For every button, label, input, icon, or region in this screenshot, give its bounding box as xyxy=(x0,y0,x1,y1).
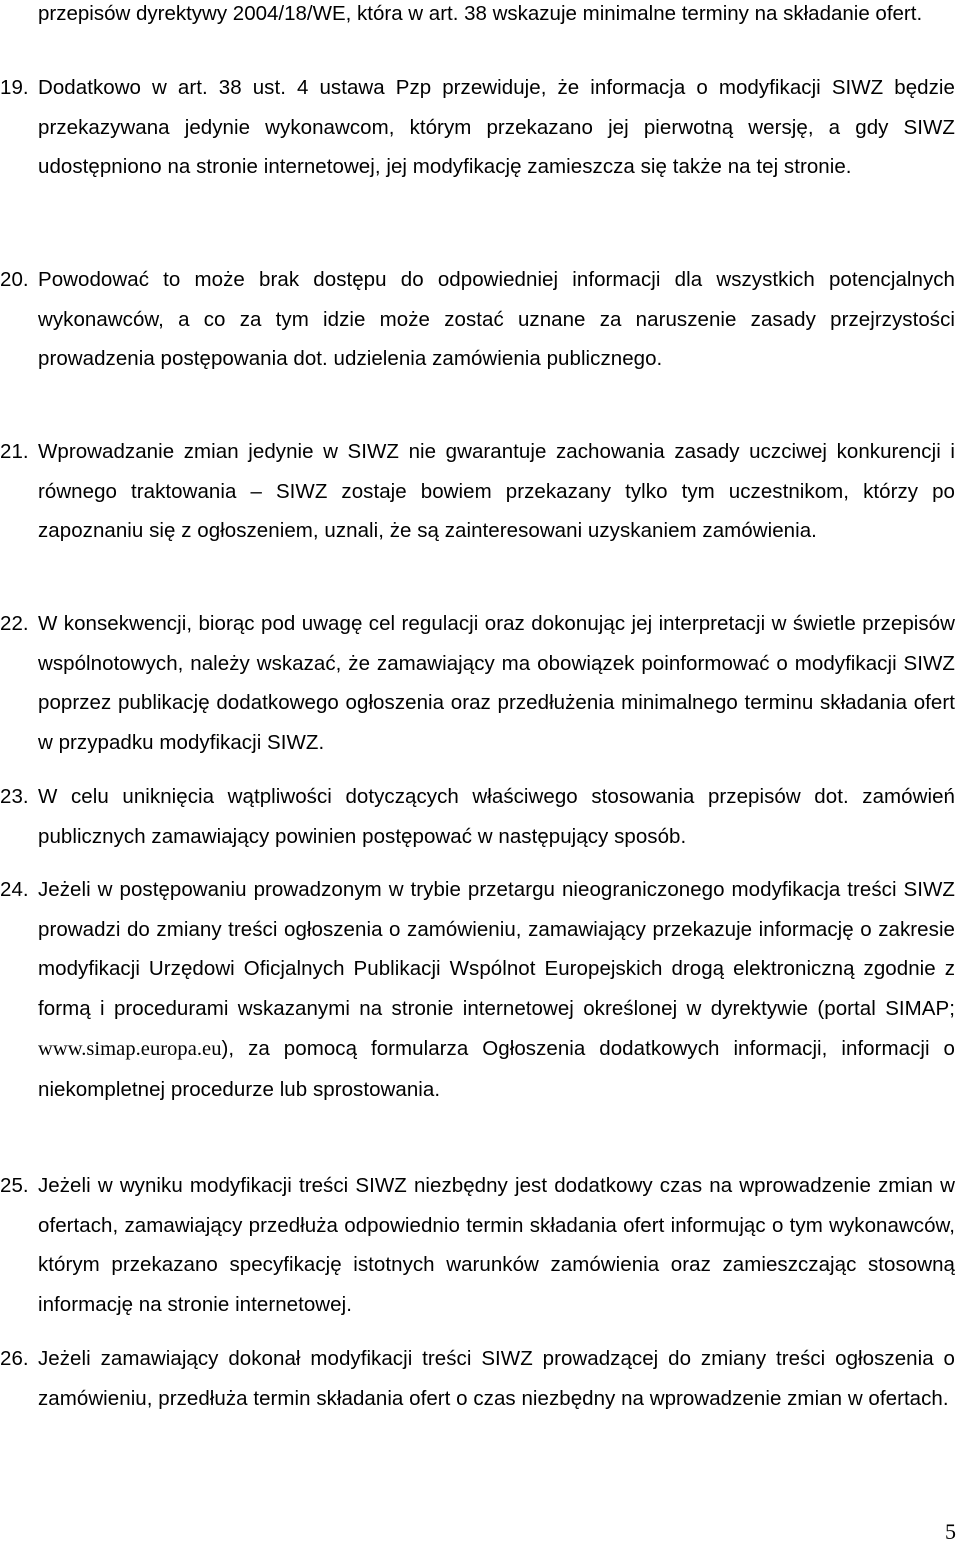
item-number: 23. xyxy=(0,785,29,808)
list-item-26 xyxy=(0,1339,955,1418)
item-text: Jeżeli zamawiający dokonał modyfikacji treści SIWZ prowadzącej do zmiany treści ogłoszenia o zamówieniu, przedłuża termin składania ofert o czas niezbędny na wprowadzenie zmian w ofertach. xyxy=(38,1347,955,1410)
simap-url: www.simap.europa.eu xyxy=(38,1037,222,1060)
list-item-24 xyxy=(0,870,955,1109)
item-number: 22. xyxy=(0,612,29,635)
item-text: Dodatkowo w art. 38 ust. 4 ustawa Pzp przewiduje, że informacja o modyfikacji SIWZ będzie przekazywana jedynie wykonawcom, którym przekazano jej pierwotną wersję, a gdy SIWZ udostępniono na stronie internetowej, jej modyfikację zamieszcza się także na tej stronie. xyxy=(38,76,955,179)
list-item-20 xyxy=(0,260,955,379)
item-number: 25. xyxy=(0,1174,29,1197)
list-item-19 xyxy=(0,68,955,187)
item-number: 21. xyxy=(0,440,29,463)
item-number: 24. xyxy=(0,878,29,901)
list-item-25 xyxy=(0,1166,955,1325)
item-text: Wprowadzanie zmian jedynie w SIWZ nie gwarantuje zachowania zasady uczciwej konkurencji i równego traktowania – SIWZ zostaje bowiem przekazany tylko tym uczestnikom, którzy po zapoznaniu się z ogłoszeniem, uznali, że są zainteresowani uzyskaniem zamówienia. xyxy=(38,440,955,543)
list-item-23 xyxy=(0,777,955,856)
item-text xyxy=(38,870,955,1109)
item-text: Powodować to może brak dostępu do odpowiedniej informacji dla wszystkich potencjalnych wykonawców, a co za tym idzie może zostać uznane za naruszenie zasady przejrzystości prowadzenia postępowania dot. udzielenia zamówienia publicznego. xyxy=(38,268,955,371)
item-text: W celu uniknięcia wątpliwości dotyczących właściwego stosowania przepisów dot. zamówień publicznych zamawiający powinien postępować w następujący sposób. xyxy=(38,785,955,848)
list-item-22 xyxy=(0,604,955,763)
page-number: 5 xyxy=(945,1519,956,1544)
list-item-21 xyxy=(0,432,955,551)
item-text-before: Jeżeli w postępowaniu prowadzonym w trybie przetargu nieograniczonego modyfikacja treści SIWZ prowadzi do zmiany treści ogłoszenia o zamówieniu, zamawiający przekazuje informację o zakresie modyfikacji Urzędowi Oficjalnych Publikacji Wspólnot Europejskich drogą elektroniczną zgodnie z formą i procedurami wskazanymi na stronie internetowej określonej w dyrektywie (portal SIMAP; xyxy=(38,878,955,1021)
item-number: 19. xyxy=(0,76,29,99)
item-number: 20. xyxy=(0,268,29,291)
item-text-after: ), za pomocą formularza Ogłoszenia dodatkowych informacji, informacji o niekompletnej procedurze lub sprostowania. xyxy=(38,1036,955,1101)
item-text: Jeżeli w wyniku modyfikacji treści SIWZ niezbędny jest dodatkowy czas na wprowadzenie zmian w ofertach, zamawiający przedłuża odpowiednio termin składania ofert informując o tym wykonawców, którym przekazano specyfikację istotnych warunków zamówienia oraz zamieszczając stosowną informację na stronie internetowej. xyxy=(38,1174,955,1317)
item-number: 26. xyxy=(0,1347,29,1370)
intro-paragraph: przepisów dyrektywy 2004/18/WE, która w art. 38 wskazuje minimalne terminy na składanie ofert. xyxy=(38,2,923,25)
item-text: W konsekwencji, biorąc pod uwagę cel regulacji oraz dokonując jej interpretacji w świetle przepisów wspólnotowych, należy wskazać, że zamawiający ma obowiązek poinformować o modyfikacji SIWZ poprzez publikację dodatkowego ogłoszenia oraz przedłużenia minimalnego terminu składania ofert w przypadku modyfikacji SIWZ. xyxy=(38,612,955,755)
